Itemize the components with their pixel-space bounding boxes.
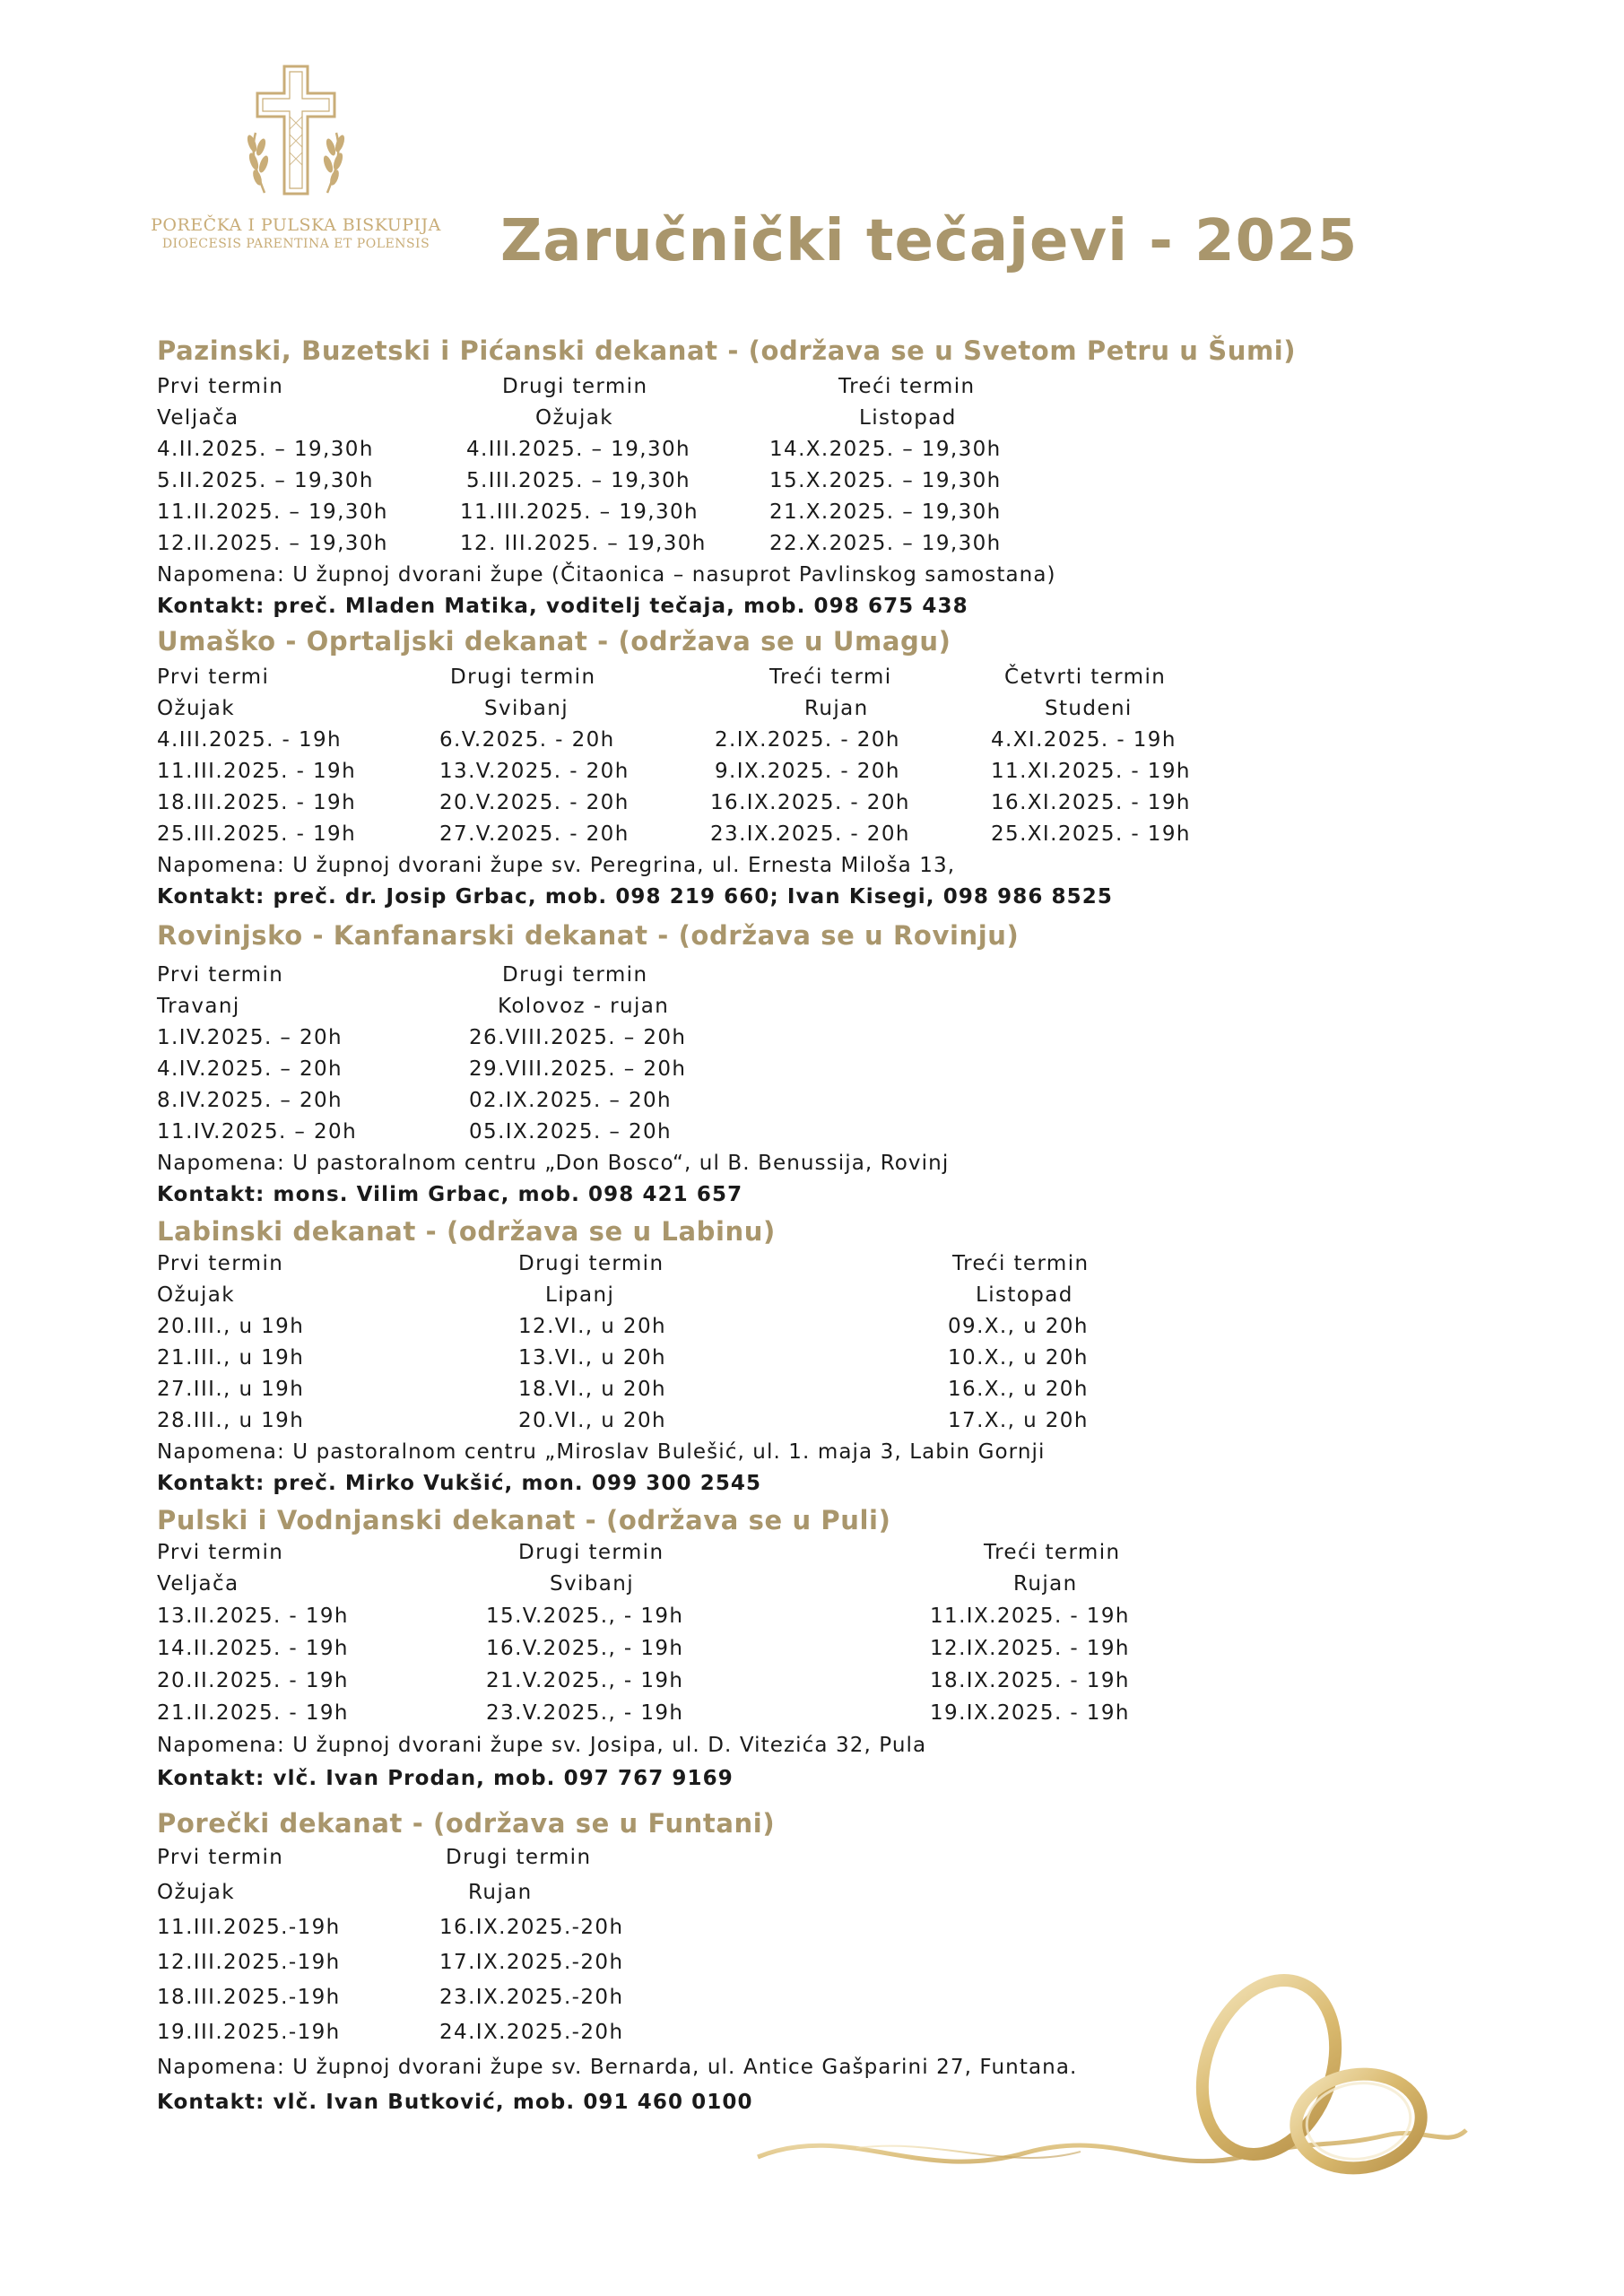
date-cell: 6.V.2025. - 20h: [439, 728, 615, 752]
date-cell: 23.IX.2025.-20h: [439, 1986, 624, 2009]
section-title: Porečki dekanat - (održava se u Funtani): [157, 1808, 776, 1839]
column-month: Lipanj: [545, 1283, 615, 1307]
date-cell: 11.IV.2025. – 20h: [157, 1120, 358, 1144]
column-header: Prvi termin: [157, 1541, 284, 1564]
org-latin-name: DIOECESIS PARENTINA ET POLENSIS: [161, 237, 430, 251]
date-cell: 11.III.2025. – 19,30h: [460, 500, 699, 524]
date-cell: 13.VI., u 20h: [518, 1346, 666, 1370]
contact-info: Kontakt: preč. Mirko Vukšić, mon. 099 300 2545: [157, 1472, 762, 1495]
date-cell: 22.X.2025. – 19,30h: [769, 532, 1002, 555]
date-cell: 19.III.2025.-19h: [157, 2021, 341, 2044]
date-cell: 21.III., u 19h: [157, 1346, 305, 1370]
column-header: Treći termin: [838, 375, 976, 398]
column-header: Treći termin: [952, 1252, 1090, 1275]
date-cell: 1.IV.2025. – 20h: [157, 1026, 343, 1049]
date-cell: 15.V.2025., - 19h: [486, 1605, 684, 1628]
page-title: Zaručnički tečajevi - 2025: [500, 208, 1359, 274]
contact-info: Kontakt: preč. Mladen Matika, voditelj tečaja, mob. 098 675 438: [157, 595, 968, 618]
contact-info: Kontakt: mons. Vilim Grbac, mob. 098 421 657: [157, 1183, 743, 1206]
date-cell: 2.IX.2025. - 20h: [715, 728, 900, 752]
column-header: Drugi termin: [502, 375, 648, 398]
contact-info: Kontakt: vlč. Ivan Butković, mob. 091 460 0100: [157, 2091, 753, 2114]
column-header: Prvi termi: [157, 665, 270, 689]
column-header: Drugi termin: [446, 1846, 592, 1869]
date-cell: 24.IX.2025.-20h: [439, 2021, 624, 2044]
date-cell: 02.IX.2025. – 20h: [469, 1089, 673, 1112]
column-month: Studeni: [1045, 697, 1133, 720]
column-month: Veljača: [157, 406, 239, 430]
date-cell: 20.III., u 19h: [157, 1315, 305, 1338]
column-header: Prvi termin: [157, 1252, 284, 1275]
column-header: Drugi termin: [502, 963, 648, 987]
column-header: Četvrti termin: [1004, 665, 1167, 689]
date-cell: 21.II.2025. - 19h: [157, 1701, 349, 1725]
date-cell: 14.X.2025. – 19,30h: [769, 438, 1002, 461]
date-cell: 18.III.2025.-19h: [157, 1986, 341, 2009]
column-month: Ožujak: [535, 406, 613, 430]
column-header: Prvi termin: [157, 963, 284, 987]
date-cell: 4.III.2025. - 19h: [157, 728, 343, 752]
date-cell: 21.X.2025. – 19,30h: [769, 500, 1002, 524]
column-header: Prvi termin: [157, 1846, 284, 1869]
date-cell: 8.IV.2025. – 20h: [157, 1089, 343, 1112]
venue-note: Napomena: U pastoralnom centru „Miroslav Bulešić, ul. 1. maja 3, Labin Gornji: [157, 1440, 1046, 1464]
date-cell: 19.IX.2025. - 19h: [930, 1701, 1130, 1725]
date-cell: 11.II.2025. – 19,30h: [157, 500, 388, 524]
column-header: Drugi termin: [450, 665, 596, 689]
venue-note: Napomena: U župnoj dvorani župe (Čitaonica – nasuprot Pavlinskog samostana): [157, 563, 1056, 587]
date-cell: 14.II.2025. - 19h: [157, 1637, 349, 1660]
date-cell: 25.III.2025. - 19h: [157, 822, 357, 846]
date-cell: 05.IX.2025. – 20h: [469, 1120, 673, 1144]
contact-info: Kontakt: preč. dr. Josip Grbac, mob. 098 219 660; Ivan Kisegi, 098 986 8525: [157, 885, 1113, 909]
column-month: Ožujak: [157, 1283, 235, 1307]
date-cell: 5.III.2025. – 19,30h: [466, 469, 690, 492]
column-header: Drugi termin: [518, 1541, 664, 1564]
date-cell: 12.III.2025.-19h: [157, 1951, 341, 1974]
venue-note: Napomena: U župnoj dvorani župe sv. Josipa, ul. D. Vitezića 32, Pula: [157, 1734, 927, 1757]
date-cell: 12.VI., u 20h: [518, 1315, 666, 1338]
date-cell: 27.V.2025. - 20h: [439, 822, 630, 846]
date-cell: 27.III., u 19h: [157, 1378, 305, 1401]
column-month: Rujan: [468, 1881, 533, 1904]
date-cell: 17.IX.2025.-20h: [439, 1951, 624, 1974]
date-cell: 10.X., u 20h: [948, 1346, 1089, 1370]
column-month: Rujan: [1013, 1572, 1078, 1596]
date-cell: 12.II.2025. – 19,30h: [157, 532, 388, 555]
column-month: Svibanj: [484, 697, 569, 720]
date-cell: 23.V.2025., - 19h: [486, 1701, 684, 1725]
section-title: Pulski i Vodnjanski dekanat - (održava se u Puli): [157, 1505, 891, 1535]
section-title: Umaško - Oprtaljski dekanat - (održava se u Umagu): [157, 626, 951, 657]
column-month: Travanj: [157, 995, 240, 1018]
section-title: Rovinjsko - Kanfanarski dekanat - (održava se u Rovinju): [157, 920, 1020, 951]
date-cell: 16.X., u 20h: [948, 1378, 1089, 1401]
section-title: Labinski dekanat - (održava se u Labinu): [157, 1216, 776, 1247]
date-cell: 23.IX.2025. - 20h: [710, 822, 910, 846]
date-cell: 12.IX.2025. - 19h: [930, 1637, 1130, 1660]
column-month: Svibanj: [550, 1572, 635, 1596]
date-cell: 20.II.2025. - 19h: [157, 1669, 349, 1692]
column-month: Listopad: [859, 406, 957, 430]
date-cell: 28.III., u 19h: [157, 1409, 305, 1432]
date-cell: 20.V.2025. - 20h: [439, 791, 630, 814]
date-cell: 4.IV.2025. – 20h: [157, 1057, 343, 1081]
column-month: Rujan: [804, 697, 869, 720]
date-cell: 13.II.2025. - 19h: [157, 1605, 349, 1628]
cross-with-wheat-icon: [238, 63, 354, 197]
date-cell: 20.VI., u 20h: [518, 1409, 666, 1432]
contact-info: Kontakt: vlč. Ivan Prodan, mob. 097 767 9169: [157, 1767, 734, 1790]
date-cell: 12. III.2025. – 19,30h: [460, 532, 707, 555]
date-cell: 18.IX.2025. - 19h: [930, 1669, 1130, 1692]
date-cell: 4.XI.2025. - 19h: [991, 728, 1177, 752]
date-cell: 11.XI.2025. - 19h: [991, 760, 1191, 783]
date-cell: 11.III.2025.-19h: [157, 1916, 341, 1939]
diocese-logo: [143, 63, 448, 251]
column-header: Treći termin: [984, 1541, 1121, 1564]
date-cell: 25.XI.2025. - 19h: [991, 822, 1191, 846]
date-cell: 5.II.2025. – 19,30h: [157, 469, 374, 492]
date-cell: 16.IX.2025. - 20h: [710, 791, 910, 814]
venue-note: Napomena: U župnoj dvorani župe sv. Bernarda, ul. Antice Gašparini 27, Funtana.: [157, 2056, 1078, 2079]
section-title: Pazinski, Buzetski i Pićanski dekanat - (održava se u Svetom Petru u Šumi): [157, 335, 1297, 366]
org-name: POREČKA I PULSKA BISKUPIJA: [151, 215, 441, 235]
column-header: Drugi termin: [518, 1252, 664, 1275]
date-cell: 26.VIII.2025. – 20h: [469, 1026, 687, 1049]
date-cell: 16.IX.2025.-20h: [439, 1916, 624, 1939]
column-month: Listopad: [976, 1283, 1073, 1307]
date-cell: 09.X., u 20h: [948, 1315, 1089, 1338]
date-cell: 4.II.2025. – 19,30h: [157, 438, 374, 461]
column-month: Kolovoz - rujan: [498, 995, 670, 1018]
venue-note: Napomena: U pastoralnom centru „Don Bosco“, ul B. Benussija, Rovinj: [157, 1152, 950, 1175]
column-month: Ožujak: [157, 697, 235, 720]
date-cell: 16.V.2025., - 19h: [486, 1637, 684, 1660]
date-cell: 18.VI., u 20h: [518, 1378, 666, 1401]
date-cell: 16.XI.2025. - 19h: [991, 791, 1191, 814]
date-cell: 15.X.2025. – 19,30h: [769, 469, 1002, 492]
date-cell: 4.III.2025. – 19,30h: [466, 438, 690, 461]
date-cell: 17.X., u 20h: [948, 1409, 1089, 1432]
column-month: Ožujak: [157, 1881, 235, 1904]
date-cell: 9.IX.2025. - 20h: [715, 760, 900, 783]
date-cell: 11.IX.2025. - 19h: [930, 1605, 1130, 1628]
date-cell: 13.V.2025. - 20h: [439, 760, 630, 783]
column-month: Veljača: [157, 1572, 239, 1596]
date-cell: 11.III.2025. - 19h: [157, 760, 357, 783]
wedding-rings-icon: [740, 1969, 1475, 2202]
column-header: Treći termi: [769, 665, 892, 689]
date-cell: 29.VIII.2025. – 20h: [469, 1057, 687, 1081]
column-header: Prvi termin: [157, 375, 284, 398]
date-cell: 18.III.2025. - 19h: [157, 791, 357, 814]
date-cell: 21.V.2025., - 19h: [486, 1669, 684, 1692]
venue-note: Napomena: U župnoj dvorani župe sv. Peregrina, ul. Ernesta Miloša 13,: [157, 854, 956, 877]
